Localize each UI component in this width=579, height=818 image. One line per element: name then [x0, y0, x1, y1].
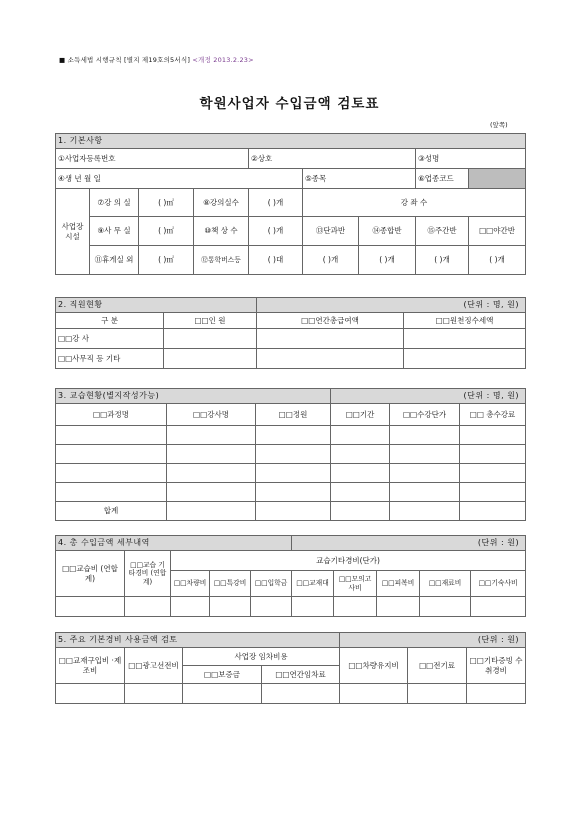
office-area: ( )㎡: [139, 217, 194, 246]
material-fee-header: □□재료비: [420, 571, 471, 597]
section-4-unit: (단위 : 원): [292, 536, 526, 551]
front-side-label: (앞쪽): [490, 121, 508, 129]
deposit-header: □□보증금: [183, 666, 262, 684]
lounge-label: ⑪휴게실 외: [90, 246, 139, 275]
course-row: [56, 445, 526, 464]
vehicle-maintenance-header: □□차량유지비: [340, 648, 408, 684]
section-2-title: 2. 직원현황: [56, 298, 257, 313]
staff-header-count: □□인 원: [164, 313, 257, 329]
single-class-label: ⑬단과반: [303, 217, 359, 246]
facility-label: 사업장 시설: [56, 189, 90, 275]
staff-header-tax: □□원천징수세액: [404, 313, 526, 329]
lounge-area: ( )㎡: [139, 246, 194, 275]
mock-exam-fee-header: □□모의고사비: [334, 571, 377, 597]
section-1-title: 1. 기본사항: [56, 134, 526, 149]
basic-info-table: [55, 133, 526, 275]
course-count-label: 강 좌 수: [303, 189, 526, 217]
section-2-unit: (단위 : 명, 원): [257, 298, 526, 313]
revision-note: <개정 2013.2.23>: [192, 56, 254, 64]
staff-header-category: 구 분: [56, 313, 164, 329]
course-header-period: □□기간: [331, 404, 390, 426]
lecture-room-count: ( )개: [249, 189, 303, 217]
textbook-fee-header: □□교재대: [292, 571, 334, 597]
rent-cost-header: 사업장 임차비용: [183, 648, 340, 666]
name-field: ③성명: [416, 149, 526, 169]
section-3-unit: (단위 : 명, 원): [331, 389, 526, 404]
day-class-label: ⑮주간반: [416, 217, 469, 246]
course-header-total: □□ 총수강료: [460, 404, 526, 426]
uniform-fee-header: □□피복비: [377, 571, 420, 597]
industry-code-value: [469, 169, 526, 189]
other-evidence-cost-header: □□기타증빙 수취경비: [467, 648, 526, 684]
course-header-instructor: □□강사명: [167, 404, 256, 426]
form-header-note: ■ 소득세법 시행규칙 [별지 제19호의5서식] <개정 2013.2.23>: [59, 56, 254, 64]
bus-label: ⑫통학버스등: [194, 246, 249, 275]
section-3-title: 3. 교습현황(별지작성가능): [56, 389, 331, 404]
form-title: 학원사업자 수입금액 검토표: [199, 96, 380, 112]
other-fees-unit-header: 교습기타경비(단가): [171, 551, 526, 571]
business-reg-no-field: ①사업자등록번호: [56, 149, 249, 169]
special-lecture-fee-header: □□특강비: [210, 571, 251, 597]
expense-row: [56, 684, 526, 704]
course-header-unit-price: □□수강단가: [390, 404, 460, 426]
day-class-count: ( )개: [416, 246, 469, 275]
trade-name-field: ②상호: [249, 149, 416, 169]
revenue-row: [56, 597, 526, 617]
course-header-capacity: □□정원: [256, 404, 331, 426]
industry-code-field: ⑥업종코드: [416, 169, 469, 189]
electricity-cost-header: □□전기료: [408, 648, 467, 684]
course-row: [56, 483, 526, 502]
combined-class-label: ⑭종합반: [359, 217, 416, 246]
section-5-title: 5. 주요 기본경비 사용금액 검토: [56, 633, 340, 648]
lecture-room-area: ( )㎡: [139, 189, 194, 217]
section-5-unit: (단위 : 원): [340, 633, 526, 648]
birth-date-field: ④생 년 월 일: [56, 169, 303, 189]
night-class-count: ( )개: [469, 246, 526, 275]
tuition-header: □□교습비 (연합계): [56, 551, 125, 597]
section-4-title: 4. 총 수입금액 세부내역: [56, 536, 292, 551]
vehicle-fee-header: □□차량비: [171, 571, 210, 597]
staff-row-instructor: □□강 사: [56, 329, 164, 349]
office-label: ⑨사 무 실: [90, 217, 139, 246]
combined-class-count: ( )개: [359, 246, 416, 275]
annual-rent-header: □□연간임차료: [262, 666, 340, 684]
course-table: [55, 388, 526, 521]
course-header-name: □□과정명: [56, 404, 167, 426]
lecture-room-label: ⑦강 의 실: [90, 189, 139, 217]
course-total-label: 합계: [56, 502, 167, 521]
staff-row-office: □□사무직 등 기타: [56, 349, 164, 369]
business-type-field: ⑤종목: [303, 169, 416, 189]
desk-count: ( )개: [249, 217, 303, 246]
bus-count: ( )대: [249, 246, 303, 275]
revenue-detail-table: [55, 535, 526, 617]
staff-table: [55, 297, 526, 369]
other-fees-header: □□교습 기타경비 (연합계): [125, 551, 171, 597]
lecture-room-count-label: ⑧강의실수: [194, 189, 249, 217]
textbook-cost-header: □□교재구입비 ·제조비: [56, 648, 125, 684]
advertising-cost-header: □□광고선전비: [125, 648, 183, 684]
night-class-label: □□야간반: [469, 217, 526, 246]
staff-header-salary: □□연간총급여액: [257, 313, 404, 329]
course-row: [56, 464, 526, 483]
course-row: [56, 426, 526, 445]
expense-table: [55, 632, 526, 704]
law-note: 소득세법 시행규칙 [별지 제19호의5서식]: [67, 56, 191, 64]
admission-fee-header: □□입학금: [251, 571, 292, 597]
single-class-count: ( )개: [303, 246, 359, 275]
dormitory-fee-header: □□기숙사비: [471, 571, 526, 597]
desk-count-label: ⑩책 상 수: [194, 217, 249, 246]
